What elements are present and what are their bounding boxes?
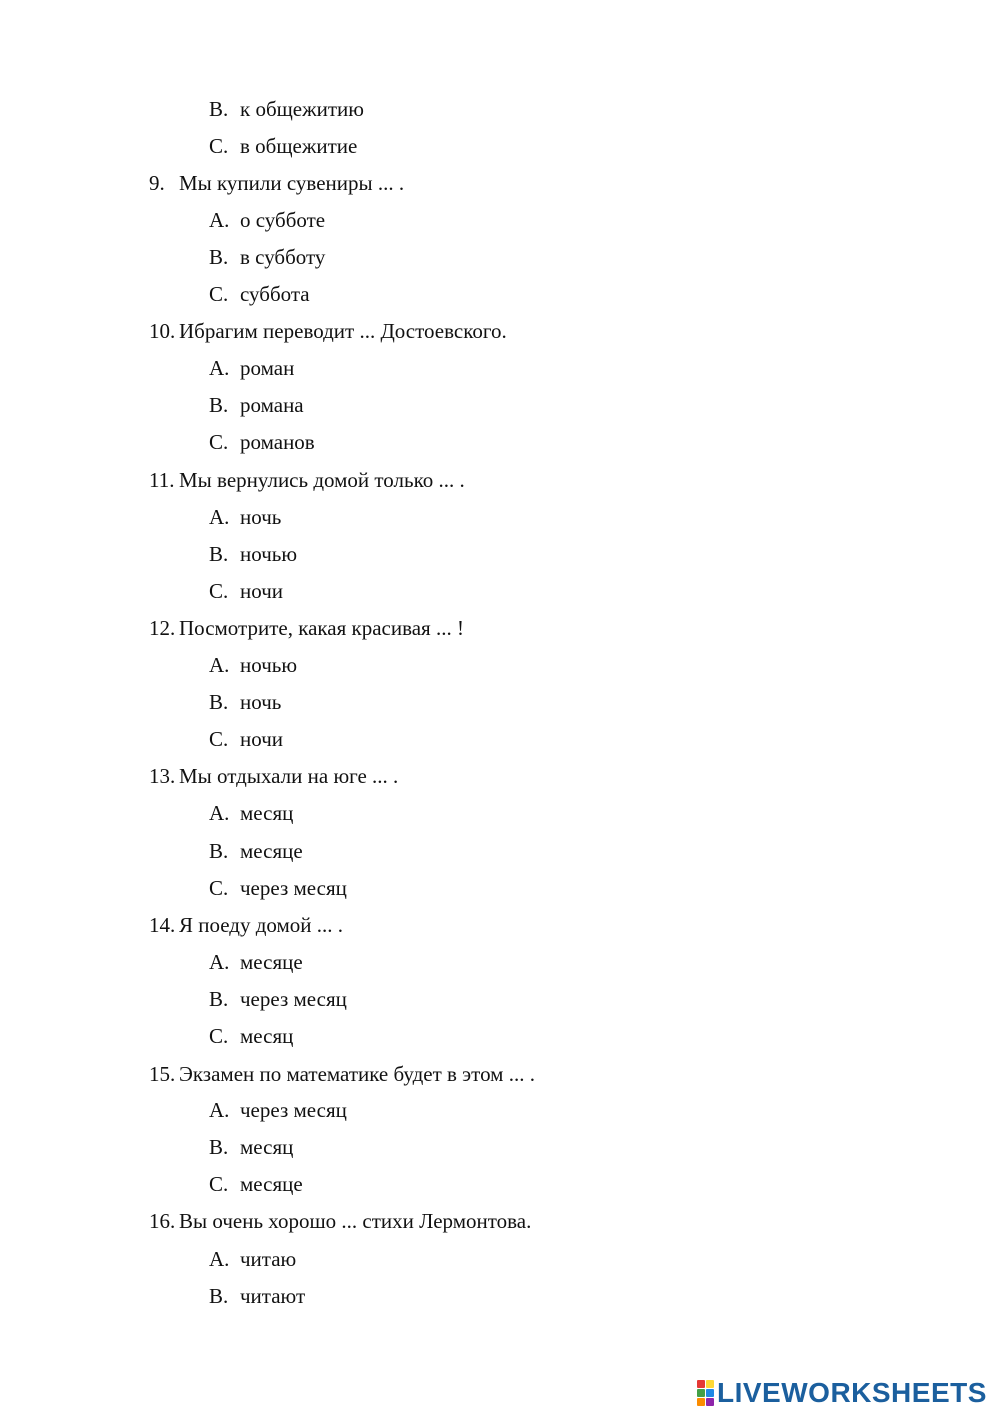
question-text: Я поеду домой ... . [179, 913, 344, 937]
option-letter: C. [209, 282, 229, 306]
option-letter: C. [209, 727, 229, 751]
option-text: ночью [240, 542, 298, 566]
option-letter: A. [209, 356, 230, 380]
option-text: месяц [240, 1135, 294, 1159]
option-letter: A. [209, 1098, 230, 1122]
option-text: читают [240, 1284, 306, 1308]
question-number: 16. [149, 1209, 176, 1233]
question-text: Мы отдыхали на юге ... . [179, 764, 399, 788]
option-letter: A. [209, 208, 230, 232]
option-text: через месяц [240, 987, 347, 1011]
option-text: суббота [240, 282, 310, 306]
option-text: месяц [240, 1024, 294, 1048]
option-letter: B. [209, 987, 229, 1011]
option-text: читаю [240, 1247, 297, 1271]
liveworksheets-logo [697, 1378, 987, 1408]
option-text: ночь [240, 505, 282, 529]
option-text: через месяц [240, 876, 347, 900]
option-letter: B. [209, 97, 229, 121]
option-text: к общежитию [240, 97, 364, 121]
option-letter: B. [209, 542, 229, 566]
option-letter: A. [209, 653, 230, 677]
option-letter: C. [209, 1172, 229, 1196]
option-letter: A. [209, 801, 230, 825]
option-letter: C. [209, 579, 229, 603]
option-letter: B. [209, 1284, 229, 1308]
option-text: ночью [240, 653, 298, 677]
option-text: в общежитие [240, 134, 358, 158]
option-text: месяц [240, 801, 294, 825]
option-letter: B. [209, 393, 229, 417]
question-number: 10. [149, 319, 176, 343]
question-text: Мы купили сувениры ... . [179, 171, 405, 195]
option-letter: B. [209, 1135, 229, 1159]
option-text: о субботе [240, 208, 326, 232]
question-text: Экзамен по математике будет в этом ... . [179, 1062, 535, 1086]
option-text: ночи [240, 727, 283, 751]
question-text: Ибрагим переводит ... Достоевского. [179, 319, 507, 343]
question-number: 9. [149, 171, 165, 195]
option-text: романа [240, 393, 304, 417]
question-number: 12. [149, 616, 176, 640]
option-letter: C. [209, 134, 229, 158]
option-letter: A. [209, 505, 230, 529]
option-letter: A. [209, 950, 230, 974]
option-letter: A. [209, 1247, 230, 1271]
question-text: Мы вернулись домой только ... . [179, 468, 465, 492]
option-letter: B. [209, 839, 229, 863]
option-text: ночь [240, 690, 282, 714]
question-text: Посмотрите, какая красивая ... ! [179, 616, 464, 640]
option-text: роман [240, 356, 295, 380]
liveworksheets-logo-icon [697, 1380, 714, 1406]
option-text: в субботу [240, 245, 326, 269]
option-letter: C. [209, 1024, 229, 1048]
option-text: романов [240, 430, 315, 454]
option-text: месяце [240, 1172, 303, 1196]
question-number: 14. [149, 913, 176, 937]
question-number: 13. [149, 764, 176, 788]
option-text: ночи [240, 579, 283, 603]
option-letter: C. [209, 876, 229, 900]
question-number: 11. [149, 468, 175, 492]
question-text: Вы очень хорошо ... стихи Лермонтова. [179, 1209, 532, 1233]
question-number: 15. [149, 1062, 176, 1086]
option-letter: B. [209, 690, 229, 714]
option-letter: C. [209, 430, 229, 454]
liveworksheets-brand-text: LIVEWORKSHEETS [717, 1377, 987, 1408]
option-text: месяце [240, 839, 303, 863]
option-text: через месяц [240, 1098, 347, 1122]
option-text: месяце [240, 950, 303, 974]
option-letter: B. [209, 245, 229, 269]
